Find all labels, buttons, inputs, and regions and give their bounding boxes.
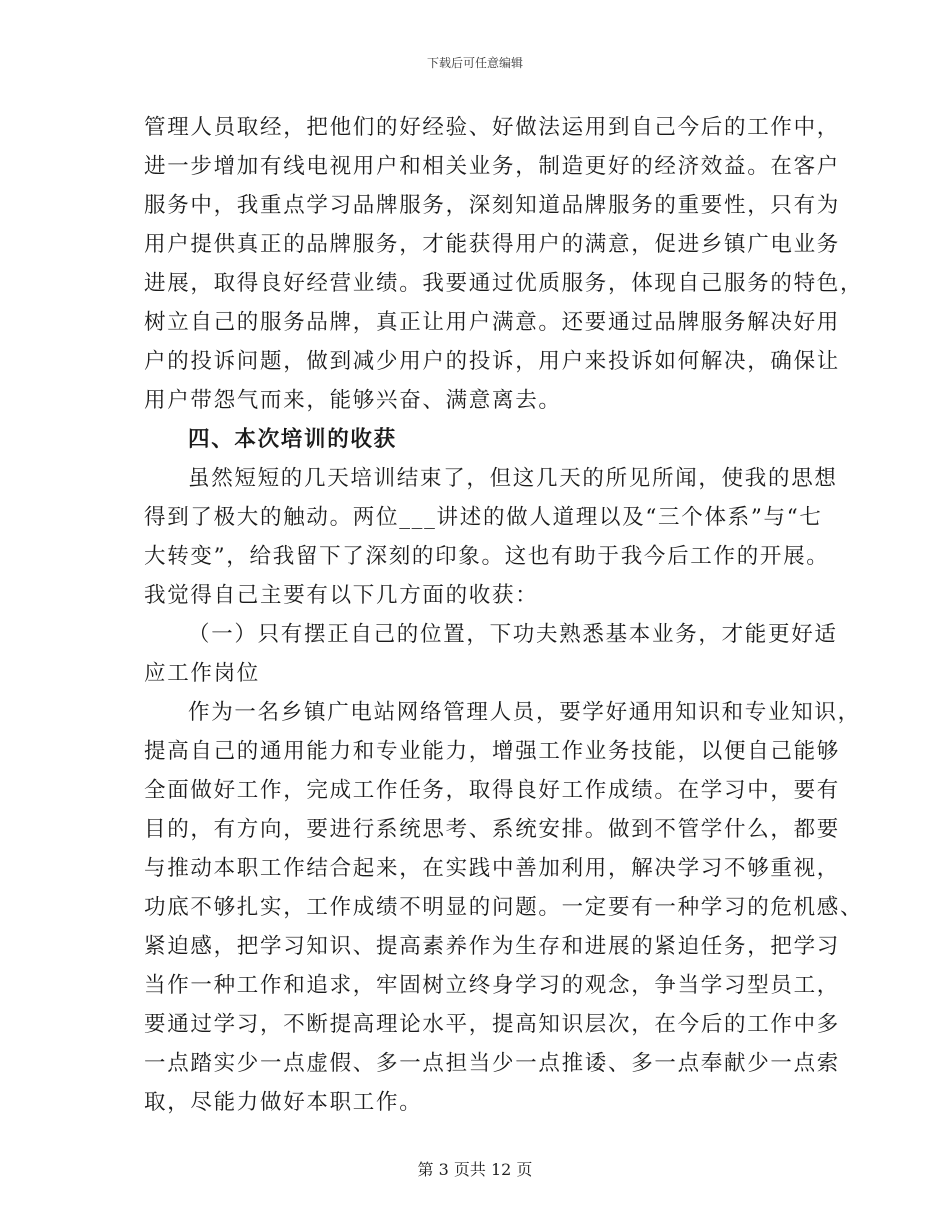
paragraph-line: 虽然短短的几天培训结束了，但这几天的所见所闻，使我的思想 xyxy=(188,466,838,491)
paragraph-line: 户的投诉问题，做到减少用户的投诉，用户来投诉如何解决，确保让 xyxy=(144,349,841,374)
paragraph-line: 取，尽能力做好本职工作。 xyxy=(144,1090,423,1115)
paragraph-line: 紧迫感，把学习知识、提高素养作为生存和进展的紧迫任务，把学习 xyxy=(144,934,841,959)
paragraph-line: 应工作岗位 xyxy=(144,661,261,686)
paragraph-line: 全面做好工作，完成工作任务，取得良好工作成绩。在学习中，要有 xyxy=(144,778,841,803)
paragraph-line: 提高自己的通用能力和专业能力，增强工作业务技能，以便自己能够 xyxy=(144,739,841,764)
paragraph-line: 进一步增加有线电视用户和相关业务，制造更好的经济效益。在客户 xyxy=(144,154,841,179)
paragraph-line: 得到了极大的触动。两位___讲述的做人道理以及“三个体系”与“七 xyxy=(144,505,823,530)
page-header: 下载后可任意编辑 xyxy=(426,56,523,70)
paragraph-line: 功底不够扎实，工作成绩不明显的问题。一定要有一种学习的危机感、 xyxy=(144,895,864,920)
paragraph-line: 一点踏实少一点虚假、多一点担当少一点推诿、多一点奉献少一点索 xyxy=(144,1051,841,1076)
paragraph-line: 要通过学习，不断提高理论水平，提高知识层次，在今后的工作中多 xyxy=(144,1012,841,1037)
paragraph-line: 用户带怨气而来，能够兴奋、满意离去。 xyxy=(144,388,562,413)
paragraph-line: 当作一种工作和追求，牢固树立终身学习的观念，争当学习型员工， xyxy=(144,973,841,998)
paragraph-line: 用户提供真正的品牌服务，才能获得用户的满意，促进乡镇广电业务 xyxy=(144,232,841,257)
paragraph-line: （一）只有摆正自己的位置，下功夫熟悉基本业务，才能更好适 xyxy=(188,622,838,647)
section-heading: 四、本次培训的收获 xyxy=(188,427,397,452)
paragraph-line: 作为一名乡镇广电站网络管理人员，要学好通用知识和专业知识， xyxy=(188,700,861,725)
paragraph-line: 进展，取得良好经营业绩。我要通过优质服务，体现自己服务的特色， xyxy=(144,271,864,296)
document-body xyxy=(144,108,864,1122)
paragraph-line: 大转变”，给我留下了深刻的印象。这也有助于我今后工作的开展。 xyxy=(144,544,830,569)
paragraph-line: 与推动本职工作结合起来，在实践中善加利用，解决学习不够重视， xyxy=(144,856,841,881)
paragraph-line: 我觉得自己主要有以下几方面的收获： xyxy=(144,583,539,608)
paragraph-line: 目的，有方向，要进行系统思考、系统安排。做到不管学什么，都要 xyxy=(144,817,841,842)
paragraph-line: 管理人员取经，把他们的好经验、好做法运用到自己今后的工作中， xyxy=(144,115,841,140)
paragraph-line: 树立自己的服务品牌，真正让用户满意。还要通过品牌服务解决好用 xyxy=(144,310,841,335)
page-footer: 第 3 页共 12 页 xyxy=(417,1160,533,1179)
paragraph-line: 服务中，我重点学习品牌服务，深刻知道品牌服务的重要性，只有为 xyxy=(144,193,841,218)
